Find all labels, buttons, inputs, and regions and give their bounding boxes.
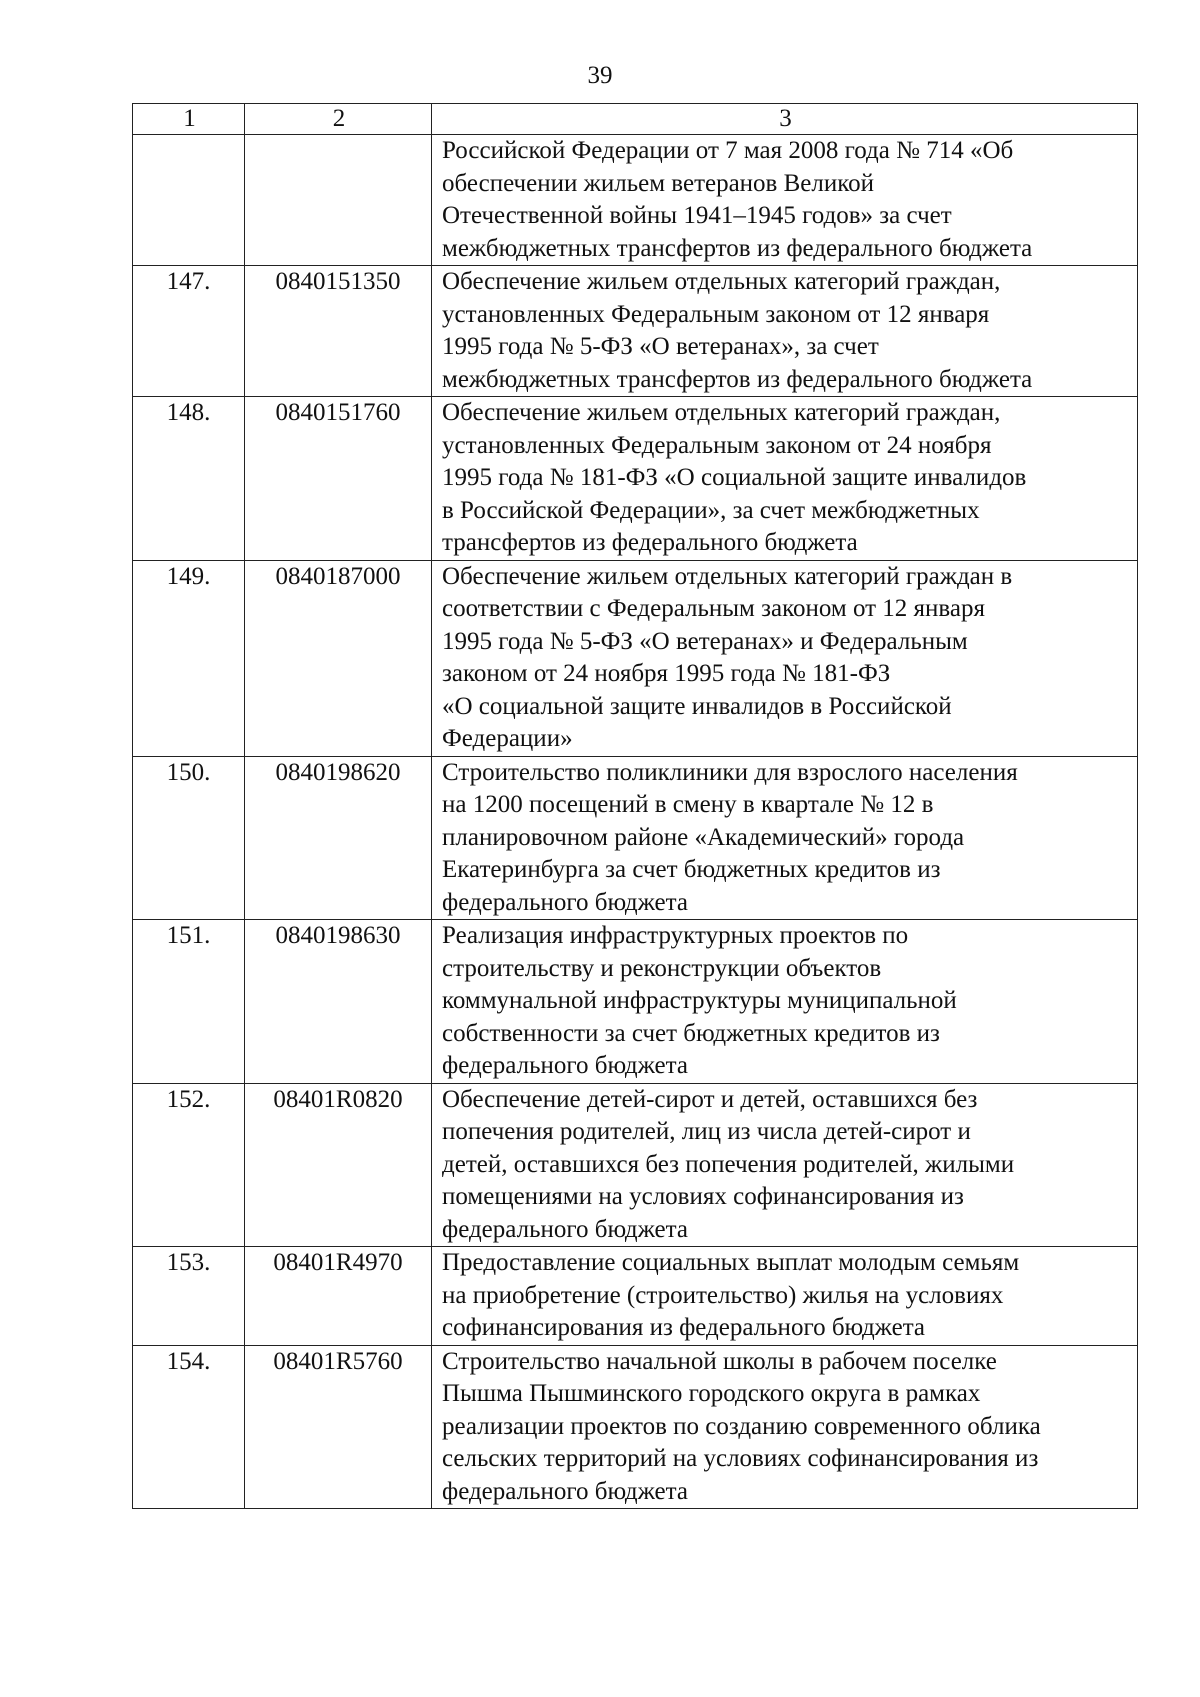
row-number: 153. xyxy=(133,1247,245,1346)
description-line: сельских территорий на условиях софинансирования из xyxy=(442,1445,1039,1472)
header-col-3: 3 xyxy=(432,104,1138,135)
budget-code: 0840198620 xyxy=(245,756,432,920)
row-number: 151. xyxy=(133,920,245,1084)
budget-code: 08401R0820 xyxy=(245,1083,432,1247)
description-line: на 1200 посещений в смену в квартале № 12 в xyxy=(442,791,934,818)
description-line: федерального бюджета xyxy=(442,1477,688,1505)
expense-description xyxy=(432,1247,1138,1346)
description-line: Строительство поликлиники для взрослого населения xyxy=(442,758,1018,786)
table-row xyxy=(133,756,1138,920)
description-line: в Российской Федерации», за счет межбюджетных xyxy=(442,496,980,524)
description-line: детей, оставшихся без попечения родителей, жилыми xyxy=(442,1150,1015,1178)
description-line: 1995 года № 181-ФЗ «О социальной защите инвалидов xyxy=(442,464,1027,491)
expense-description xyxy=(432,920,1138,1084)
description-line: Обеспечение жильем отдельных категорий граждан, xyxy=(442,268,1001,295)
table-row xyxy=(133,266,1138,397)
description-line: «О социальной защите инвалидов в Российской xyxy=(442,692,952,720)
description-line: Строительство начальной школы в рабочем поселке xyxy=(442,1347,997,1375)
description-line: межбюджетных трансфертов из федерального бюджета xyxy=(442,234,1033,262)
description-line: установленных Федеральным законом от 24 ноября xyxy=(442,431,992,459)
description-line: 1995 года № 5-ФЗ «О ветеранах» и Федеральным xyxy=(442,627,968,655)
description-line: попечения родителей, лиц из числа детей-сирот и xyxy=(442,1118,971,1145)
description-line: Предоставление социальных выплат молодым семьям xyxy=(442,1249,1020,1276)
description-line: соответствии с Федеральным законом от 12 января xyxy=(442,595,985,622)
expense-description xyxy=(432,1083,1138,1247)
table-row xyxy=(133,135,1138,266)
description-line: установленных Федеральным законом от 12 января xyxy=(442,300,990,328)
row-number: 150. xyxy=(133,756,245,920)
description-line: собственности за счет бюджетных кредитов из xyxy=(442,1019,940,1047)
description-line: планировочном районе «Академический» города xyxy=(442,823,965,851)
description-line: федерального бюджета xyxy=(442,1052,688,1079)
table-row xyxy=(133,920,1138,1084)
expense-description xyxy=(432,1345,1138,1509)
description-line: Реализация инфраструктурных проектов по xyxy=(442,922,909,949)
budget-codes-table xyxy=(132,103,1138,1509)
page-number: 39 xyxy=(587,62,613,89)
description-line: 1995 года № 5-ФЗ «О ветеранах», за счет xyxy=(442,333,879,360)
row-number: 152. xyxy=(133,1083,245,1247)
description-line: федерального бюджета xyxy=(442,1215,688,1243)
row-number: 154. xyxy=(133,1345,245,1509)
budget-code: 08401R4970 xyxy=(245,1247,432,1346)
description-line: реализации проектов по созданию современного облика xyxy=(442,1412,1041,1440)
budget-code xyxy=(245,135,432,266)
description-line: обеспечении жильем ветеранов Великой xyxy=(442,169,874,197)
table-row xyxy=(133,1083,1138,1247)
description-line: Обеспечение детей-сирот и детей, оставшихся без xyxy=(442,1085,978,1113)
expense-description xyxy=(432,135,1138,266)
description-line: межбюджетных трансфертов из федерального бюджета xyxy=(442,365,1033,393)
budget-code: 0840151760 xyxy=(245,397,432,561)
header-row xyxy=(133,104,1138,135)
description-line: помещениями на условиях софинансирования из xyxy=(442,1183,964,1210)
description-line: на приобретение (строительство) жилья на условиях xyxy=(442,1281,1004,1309)
row-number xyxy=(133,135,245,266)
row-number: 149. xyxy=(133,560,245,756)
description-line: Обеспечение жильем отдельных категорий граждан, xyxy=(442,399,1001,426)
header-col-2: 2 xyxy=(245,104,432,135)
expense-description xyxy=(432,560,1138,756)
description-line: Российской Федерации от 7 мая 2008 года № 714 «Об xyxy=(442,137,1014,164)
budget-code: 0840151350 xyxy=(245,266,432,397)
description-line: софинансирования из федерального бюджета xyxy=(442,1314,926,1341)
description-line: Екатеринбурга за счет бюджетных кредитов из xyxy=(442,856,941,883)
table-body xyxy=(133,135,1138,1509)
budget-code: 0840187000 xyxy=(245,560,432,756)
expense-description xyxy=(432,397,1138,561)
row-number: 147. xyxy=(133,266,245,397)
table-row xyxy=(133,397,1138,561)
expense-description xyxy=(432,756,1138,920)
budget-code: 08401R5760 xyxy=(245,1345,432,1509)
table-row xyxy=(133,1247,1138,1346)
budget-code: 0840198630 xyxy=(245,920,432,1084)
description-line: Обеспечение жильем отдельных категорий граждан в xyxy=(442,562,1013,590)
description-line: трансфертов из федерального бюджета xyxy=(442,529,858,556)
header-col-1: 1 xyxy=(133,104,245,135)
description-line: Пышма Пышминского городского округа в рамках xyxy=(442,1380,981,1407)
table-row xyxy=(133,560,1138,756)
description-line: Федерации» xyxy=(442,725,573,752)
description-line: федерального бюджета xyxy=(442,888,688,916)
description-line: законом от 24 ноября 1995 года № 181-ФЗ xyxy=(442,660,891,687)
table-header xyxy=(133,104,1138,135)
table-row xyxy=(133,1345,1138,1509)
description-line: Отечественной войны 1941–1945 годов» за счет xyxy=(442,202,952,229)
expense-description xyxy=(432,266,1138,397)
description-line: строительству и реконструкции объектов xyxy=(442,954,882,982)
description-line: коммунальной инфраструктуры муниципальной xyxy=(442,987,957,1014)
row-number: 148. xyxy=(133,397,245,561)
